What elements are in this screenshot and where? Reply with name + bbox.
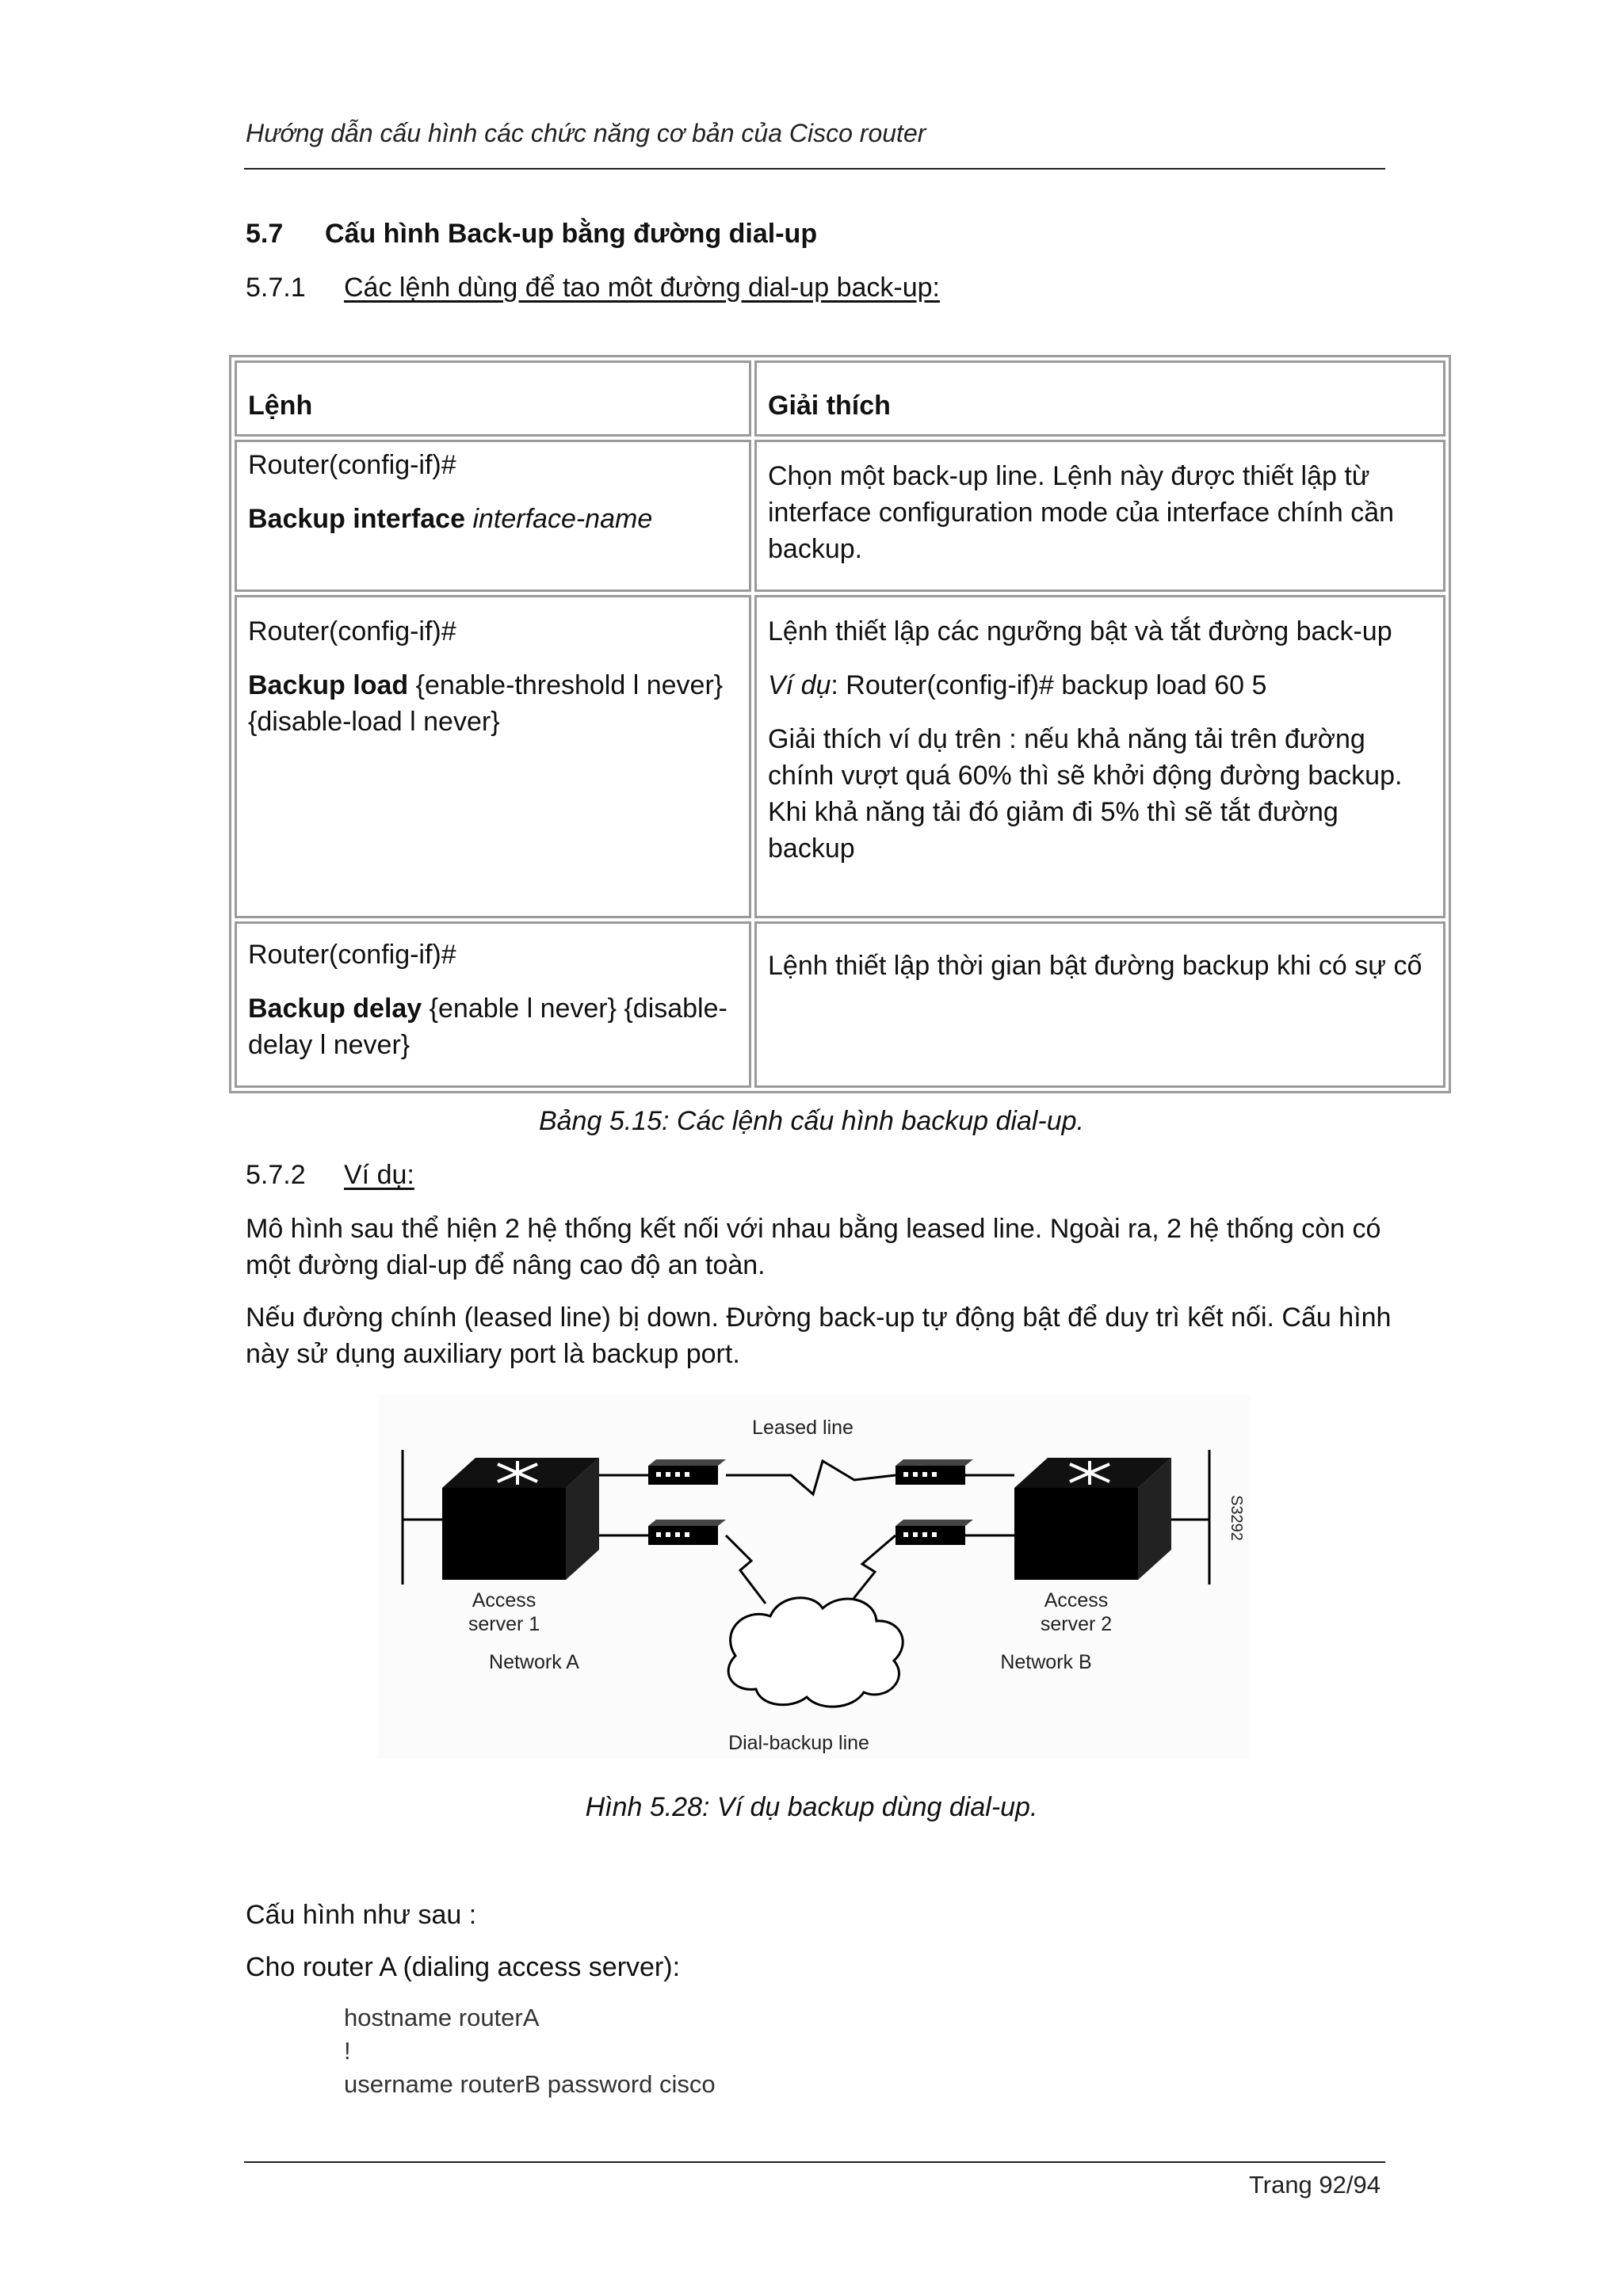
explanation-text: Chọn một back-up line. Lệnh này được thiết lập từ interface configuration mode của interface chính cần backup. [768,461,1395,564]
table-row [235,921,1445,1088]
command-argument: {enable l never} {disable-delay l never} [248,994,727,1060]
subsection-number-1: 5.7.1 [246,273,306,303]
page-number: Trang 92/94 [1248,2171,1381,2199]
code-line: username routerB password cisco [344,2070,716,2098]
leased-line-label: Leased line [752,1417,854,1439]
modem-icon [648,1520,726,1545]
code-line: ! [344,2037,351,2065]
server2-label-line2: server 2 [1040,1613,1113,1635]
modem-icon [648,1459,726,1485]
subsection-number-2: 5.7.2 [246,1160,306,1190]
explanation-cell [754,921,1445,1088]
network-a-label: Network A [489,1651,579,1673]
table-caption: Bảng 5.15: Các lệnh cấu hình backup dial-up. [538,1106,1085,1136]
access-server-2-icon [1014,1458,1171,1580]
command-syntax [248,667,738,740]
explanation-cell [754,440,1445,592]
section-heading [246,219,817,250]
paragraph-intro: Mô hình sau thể hiện 2 hệ thống kết nối với nhau bằng leased line. Ngoài ra, 2 hệ thống còn có một đường dial-up để nâng cao độ an toàn. [246,1214,1381,1280]
command-cell [235,921,751,1088]
subsection-heading-1 [246,273,940,303]
explanation-detail: Giải thích ví dụ trên : nếu khả năng tải trên đường chính vượt quá 60% thì sẽ khởi động đường backup. Khi khả năng tải đó giảm đi 5% thì sẽ tắt đường backup [768,724,1403,864]
command-keyword: Backup load [248,670,409,700]
command-syntax [248,990,738,1063]
access-server-1-icon [442,1458,599,1580]
command-cell [235,595,751,918]
server1-label-line2: server 1 [468,1613,540,1635]
paragraph-backup: Nếu đường chính (leased line) bị down. Đường back-up tự động bật để duy trì kết nối. Cấu hình này sử dụng auxiliary port là backup port. [246,1302,1392,1369]
explanation-text: Lệnh thiết lập thời gian bật đường backup khi có sự cố [768,951,1423,981]
command-keyword: Backup delay [248,994,422,1024]
explanation-cell [754,595,1445,918]
paragraph-router-a: Cho router A (dialing access server): [246,1952,681,1982]
network-b-label: Network B [1000,1651,1092,1673]
section-number: 5.7 [246,219,284,249]
figure-caption: Hình 5.28: Ví dụ backup dùng dial-up. [585,1792,1038,1822]
figure-id-label: S3292 [1228,1495,1245,1541]
command-prompt: Router(config-if)# [248,940,456,970]
command-cell [235,440,751,592]
footer-rule [244,2161,1385,2163]
command-prompt: Router(config-if)# [248,450,456,480]
command-prompt: Router(config-if)# [248,616,456,646]
explanation-example [768,667,1432,704]
table-header-row [235,360,1445,437]
network-diagram [379,1394,1251,1759]
running-header: Hướng dẫn cấu hình các chức năng cơ bản của Cisco router [246,119,926,147]
header-rule [244,168,1385,170]
table-header-command: Lệnh [235,360,751,437]
example-label: Ví dụ [768,670,831,700]
server2-label-line1: Access [1044,1589,1109,1611]
section-title: Cấu hình Back-up bằng đường dial-up [325,219,818,249]
subsection-title-1: Các lệnh dùng để tao môt đường dial-up back-up: [344,273,940,303]
table-header-explanation: Giải thích [754,360,1445,437]
subsection-heading-2 [246,1160,414,1191]
subsection-title-2: Ví dụ: [344,1160,414,1190]
table-row [235,595,1445,918]
modem-icon [896,1459,973,1485]
network-diagram-svg [379,1394,1251,1759]
command-argument: {enable-threshold l never} {disable-load l never} [248,670,724,737]
paragraph-config-intro: Cấu hình như sau : [246,1900,477,1930]
modem-icon [896,1520,973,1545]
command-keyword: Backup interface [248,504,465,534]
command-table [229,355,1451,1093]
command-syntax [248,501,738,537]
explanation-text: Lệnh thiết lập các ngưỡng bật và tắt đường back-up [768,616,1392,646]
server1-label-line1: Access [472,1589,537,1611]
config-code-block [344,2001,716,2101]
command-argument: interface-name [472,504,653,534]
table-row [235,440,1445,592]
code-line: hostname routerA [344,2004,540,2031]
dial-backup-label: Dial-backup line [728,1732,869,1754]
example-command: : Router(config-if)# backup load 60 5 [831,670,1267,700]
